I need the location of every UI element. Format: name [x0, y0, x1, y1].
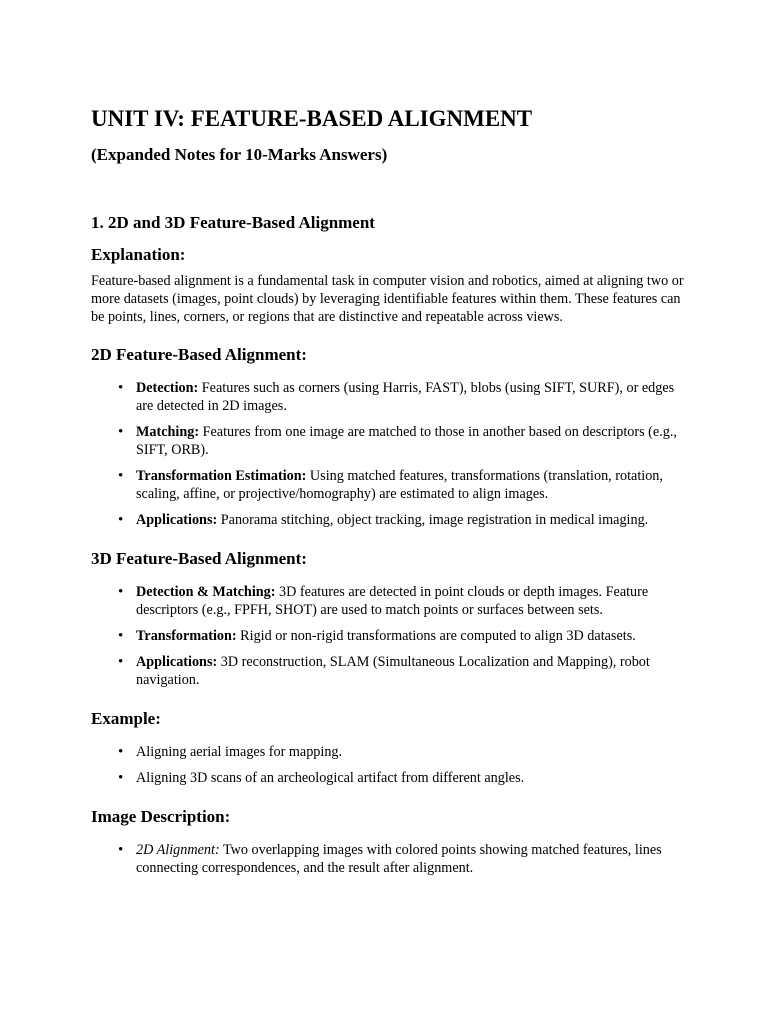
- item-term: Matching:: [136, 424, 200, 440]
- image-description-heading: Image Description:: [91, 807, 231, 826]
- list-item: [91, 423, 691, 459]
- example-heading: Example:: [91, 709, 161, 728]
- explanation-text: Feature-based alignment is a fundamental task in computer vision and robotics, aimed at aligning two or more datasets (images, point clouds) by leveraging identifiable features within them. These features can be points, lines, corners, or regions that are distinctive and repeatable across views.: [91, 273, 684, 325]
- list-item: [91, 379, 691, 415]
- item-term: Detection & Matching:: [136, 584, 276, 600]
- item-term: Transformation:: [136, 628, 237, 644]
- explanation-heading: Explanation:: [91, 245, 186, 264]
- item-term: Transformation Estimation:: [136, 468, 307, 484]
- section-heading: 1. 2D and 3D Feature-Based Alignment: [91, 213, 375, 232]
- item-text: 3D features are detected in point clouds or depth images. Feature descriptors (e.g., FPFH, SHOT) are used to match points or surfaces between sets.: [136, 584, 649, 618]
- item-term: Applications:: [136, 654, 218, 670]
- subsection-3d-heading: 3D Feature-Based Alignment:: [91, 549, 307, 568]
- list-item: [91, 511, 691, 529]
- item-term: 2D Alignment:: [136, 842, 220, 858]
- page-title: UNIT IV: FEATURE-BASED ALIGNMENT: [91, 106, 533, 131]
- item-text: Two overlapping images with colored points showing matched features, lines connecting correspondences, and the result after alignment.: [136, 842, 662, 876]
- item-text: Features such as corners (using Harris, FAST), blobs (using SIFT, SURF), or edges are detected in 2D images.: [136, 380, 675, 414]
- list-item: [91, 467, 691, 503]
- list-2d-alignment: [91, 379, 691, 529]
- list-image-description: [91, 841, 691, 877]
- list-examples: [91, 743, 691, 787]
- list-item: [91, 627, 691, 645]
- document-content: [91, 104, 691, 877]
- item-term: Applications:: [136, 512, 218, 528]
- list-3d-alignment: [91, 583, 691, 689]
- item-text: Panorama stitching, object tracking, image registration in medical imaging.: [217, 512, 649, 528]
- list-item: [91, 583, 691, 619]
- list-item: [91, 841, 691, 877]
- subsection-2d-heading: 2D Feature-Based Alignment:: [91, 345, 307, 364]
- list-item: • Aligning aerial images for mapping.: [91, 743, 691, 761]
- item-text: 3D reconstruction, SLAM (Simultaneous Localization and Mapping), robot navigation.: [136, 654, 650, 688]
- item-term: Detection:: [136, 380, 199, 396]
- item-text: Using matched features, transformations (translation, rotation, scaling, affine, or projective/homography) are estimated to align images.: [136, 468, 663, 502]
- list-item: • Aligning 3D scans of an archeological artifact from different angles.: [91, 769, 691, 787]
- item-text: Features from one image are matched to those in another based on descriptors (e.g., SIFT, ORB).: [136, 424, 677, 458]
- page-subtitle: (Expanded Notes for 10-Marks Answers): [91, 145, 388, 164]
- item-text: Rigid or non-rigid transformations are computed to align 3D datasets.: [236, 628, 636, 644]
- list-item: [91, 653, 691, 689]
